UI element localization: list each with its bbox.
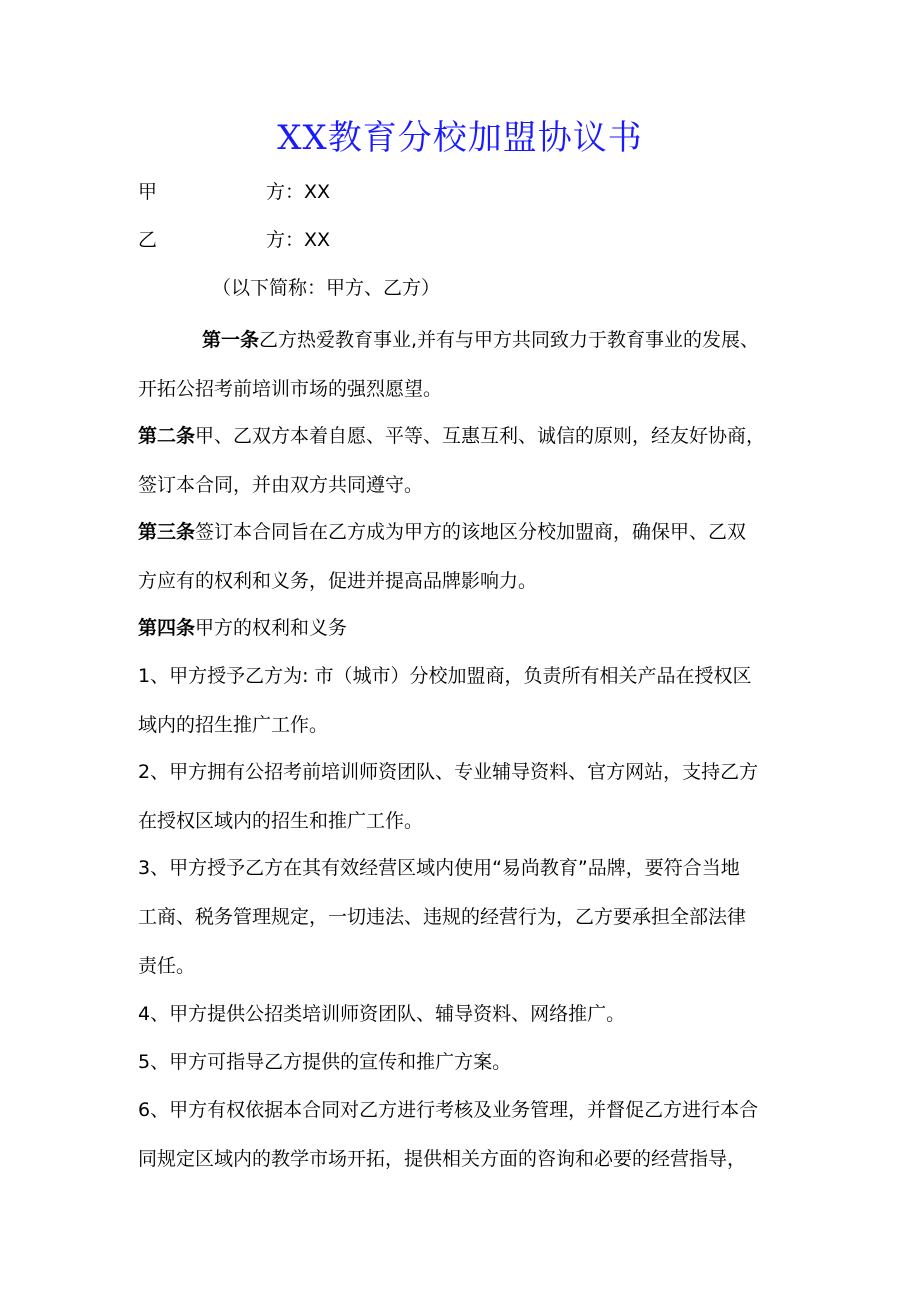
item-2 <box>138 748 788 846</box>
item-6-line-1: 6、甲方有权依据本合同对乙方进行考核及业务管理，并督促乙方进行本合 <box>138 1099 759 1121</box>
article-3-heading: 第三条 <box>138 521 196 543</box>
item-3 <box>138 844 788 991</box>
article-1 <box>138 316 788 414</box>
article-2-line-2: 签订本合同，并由双方共同遵守。 <box>138 474 424 496</box>
item-6-line-2: 同规定区域内的教学市场开拓，提供相关方面的咨询和必要的经营指导， <box>138 1148 747 1170</box>
item-5 <box>138 1038 788 1087</box>
item-1-line-1: 1、甲方授予乙方为: 市（城市）分校加盟商，负责所有相关产品在授权区 <box>138 665 752 687</box>
article-3 <box>138 508 788 606</box>
article-2 <box>138 412 788 510</box>
article-3-line-2: 方应有的权利和义务，促进并提高品牌影响力。 <box>138 570 538 592</box>
article-4-text: 甲方的权利和义务 <box>195 617 348 639</box>
article-1-line-2: 开拓公招考前培训市场的强烈愿望。 <box>138 378 443 400</box>
article-3-line-1 <box>138 508 788 557</box>
article-3-text-1: 签订本合同旨在乙方成为甲方的该地区分校加盟商，确保甲、乙双 <box>195 521 747 543</box>
article-1-heading: 第一条 <box>202 329 260 351</box>
item-2-line-2: 在授权区域内的招生和推广工作。 <box>138 810 424 832</box>
article-1-line-1 <box>138 316 788 365</box>
party-a-label: 甲 <box>138 181 158 203</box>
article-4-line <box>138 604 788 653</box>
item-1-line-2: 域内的招生推广工作。 <box>138 714 329 736</box>
item-3-line-3: 责任。 <box>138 955 196 977</box>
item-4 <box>138 990 788 1039</box>
item-2-line-1: 2、甲方拥有公招考前培训师资团队、专业辅导资料、官方网站，支持乙方 <box>138 761 759 783</box>
party-b-line <box>138 226 330 254</box>
article-2-heading: 第二条 <box>138 425 196 447</box>
party-b-value: 方：XX <box>266 229 331 251</box>
article-2-text-1: 甲、乙双方本着自愿、平等、互惠互利、诚信的原则，经友好协商， <box>195 425 766 447</box>
item-3-line-1: 3、甲方授予乙方在其有效经营区域内使用“易尚教育”品牌，要符合当地 <box>138 857 740 879</box>
party-a-line <box>138 178 330 206</box>
party-a-value: 方：XX <box>266 181 331 203</box>
item-4-line-1: 4、甲方提供公招类培训师资团队、辅导资料、网络推广。 <box>138 1003 626 1025</box>
abbreviation-note: （以下简称：甲方、乙方） <box>212 277 441 299</box>
article-4-heading: 第四条 <box>138 617 196 639</box>
document-title: XX教育分校加盟协议书 <box>277 118 643 158</box>
item-1 <box>138 652 788 750</box>
article-4 <box>138 604 788 653</box>
article-1-text-1: 乙方热爱教育事业,并有与甲方共同致力于教育事业的发展、 <box>259 329 760 351</box>
item-5-line-1: 5、甲方可指导乙方提供的宣传和推广方案。 <box>138 1051 512 1073</box>
item-3-line-2: 工商、税务管理规定，一切违法、违规的经营行为，乙方要承担全部法律 <box>138 906 747 928</box>
article-2-line-1 <box>138 412 788 461</box>
item-6 <box>138 1086 788 1184</box>
party-b-label: 乙 <box>138 229 158 251</box>
